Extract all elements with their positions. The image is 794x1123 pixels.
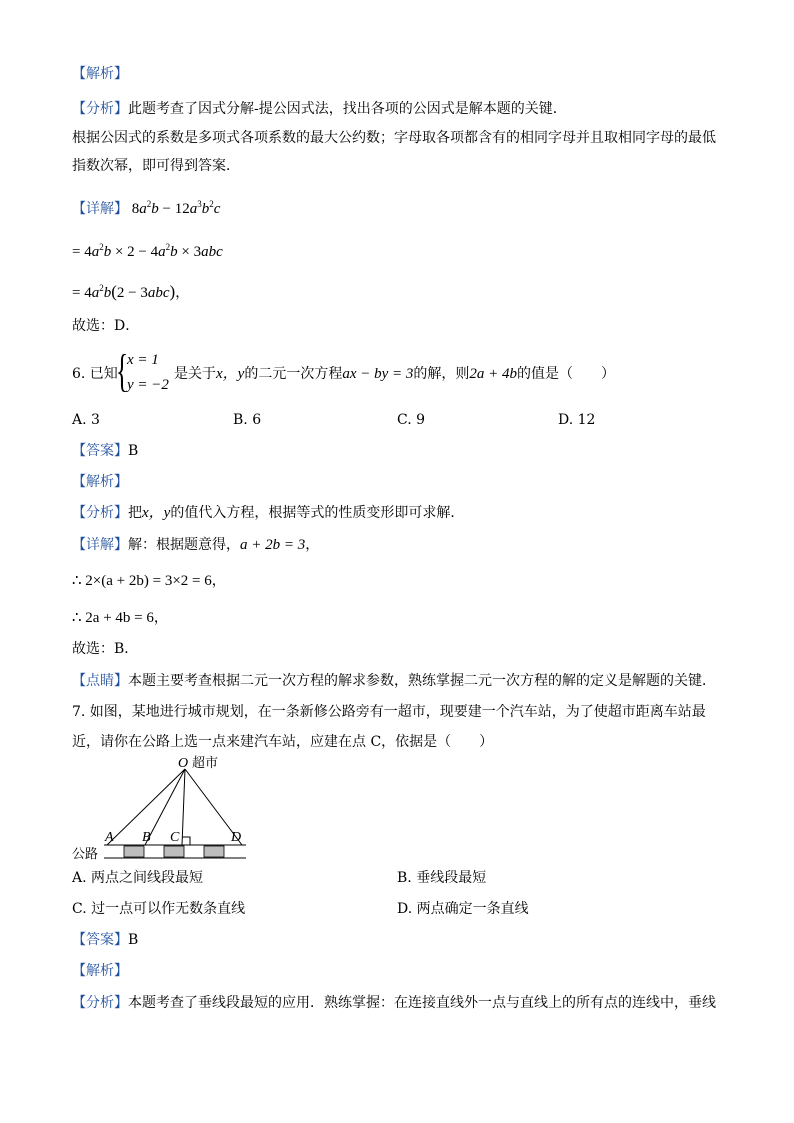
q6-answer: 【答案】B [72, 443, 139, 459]
q7-answer: 【答案】B [72, 932, 139, 948]
q5-analysis: 【分析】此题考查了因式分解-提公因式法，找出各项的公因式是解本题的关键． [72, 101, 567, 117]
tag-jiexi: 【解析】 [72, 66, 128, 82]
q6-system-eq2: y = −2 [127, 377, 169, 393]
q7-stem-1: 7. 如图，某地进行城市规划，在一条新修公路旁有一超市，现要建一个汽车站，为了使超市距离车站最 [72, 704, 706, 720]
q5-detail-line-3: = $4a^2b(2 - 3abc)$， [72, 282, 190, 301]
label-O: O [178, 756, 189, 771]
q7-stem-2: 近，请你在公路上选一点来建汽车站，应建在点 C，依据是（ ） [72, 734, 494, 750]
q5-choice: 故选：D． [72, 318, 140, 334]
q6-option-a: A. 3 [72, 412, 100, 428]
q7-figure [70, 752, 255, 862]
q6-analysis-heading: 【解析】 [72, 474, 128, 490]
q6-remark: 【点睛】本题主要考查根据二元一次方程的解求参数，熟练掌握二元一次方程的解的定义是解题的关键． [72, 673, 716, 689]
q6-system-eq1: x = 1 [127, 352, 159, 368]
label-B: B [142, 830, 151, 845]
road-block-1 [124, 846, 144, 857]
q6-choice: 故选：B． [72, 641, 139, 657]
q6-system-brace: { [116, 345, 129, 396]
q7-option-b: B. 垂线段最短 [397, 870, 487, 886]
label-A: A [105, 830, 114, 845]
q6-analysis: 【分析】把x，y的值代入方程，根据等式的性质变形即可求解． [72, 505, 465, 521]
q5-para-1: 根据公因式的系数是多项式各项系数的最大公约数；字母取各项都含有的相同字母并且取相同字母的最低 [72, 130, 716, 146]
q7-analysis: 【分析】本题考查了垂线段最短的应用．熟练掌握：在连接直线外一点与直线上的所有点的连线中，垂线 [72, 995, 716, 1011]
right-angle-mark [182, 837, 190, 845]
q5-para-2: 指数次幂，即可得到答案． [72, 158, 240, 174]
q7-option-d: D. 两点确定一条直线 [397, 901, 529, 917]
label-D: D [231, 830, 242, 845]
q6-detail: 【详解】解：根据题意得，a + 2b = 3， [72, 537, 320, 553]
q6-step-2: ∴ 2a + 4b = 6， [72, 610, 168, 626]
q5-detail-line-2: = $4a^2b \times 2 - 4a^2b \times 3abc$ [72, 242, 223, 260]
analysis-heading [72, 64, 128, 84]
segment-OC [182, 769, 185, 845]
q6-step-1: ∴ 2×(a + 2b) = 3×2 = 6， [72, 573, 226, 589]
q6-stem-rest: 是关于x，y的二元一次方程ax − by = 3的解，则2a + 4b的值是（ ） [174, 366, 616, 382]
road-block-2 [164, 846, 184, 857]
q5-detail-line-1: 【详解】 $8a^2b - 12a^3b^2c$ [72, 199, 221, 217]
q6-option-d: D. 12 [558, 412, 596, 428]
q7-option-a: A. 两点之间线段最短 [72, 870, 204, 886]
label-C: C [170, 830, 180, 845]
q6-option-b: B. 6 [233, 412, 262, 428]
q6-option-c: C. 9 [397, 412, 426, 428]
q7-analysis-heading: 【解析】 [72, 963, 128, 979]
label-market: 超市 [192, 756, 219, 771]
road-block-3 [204, 846, 224, 857]
q7-option-c: C. 过一点可以作无数条直线 [72, 901, 246, 917]
q6-stem: 6. 已知 [72, 366, 118, 382]
label-road: 公路 [72, 847, 99, 862]
